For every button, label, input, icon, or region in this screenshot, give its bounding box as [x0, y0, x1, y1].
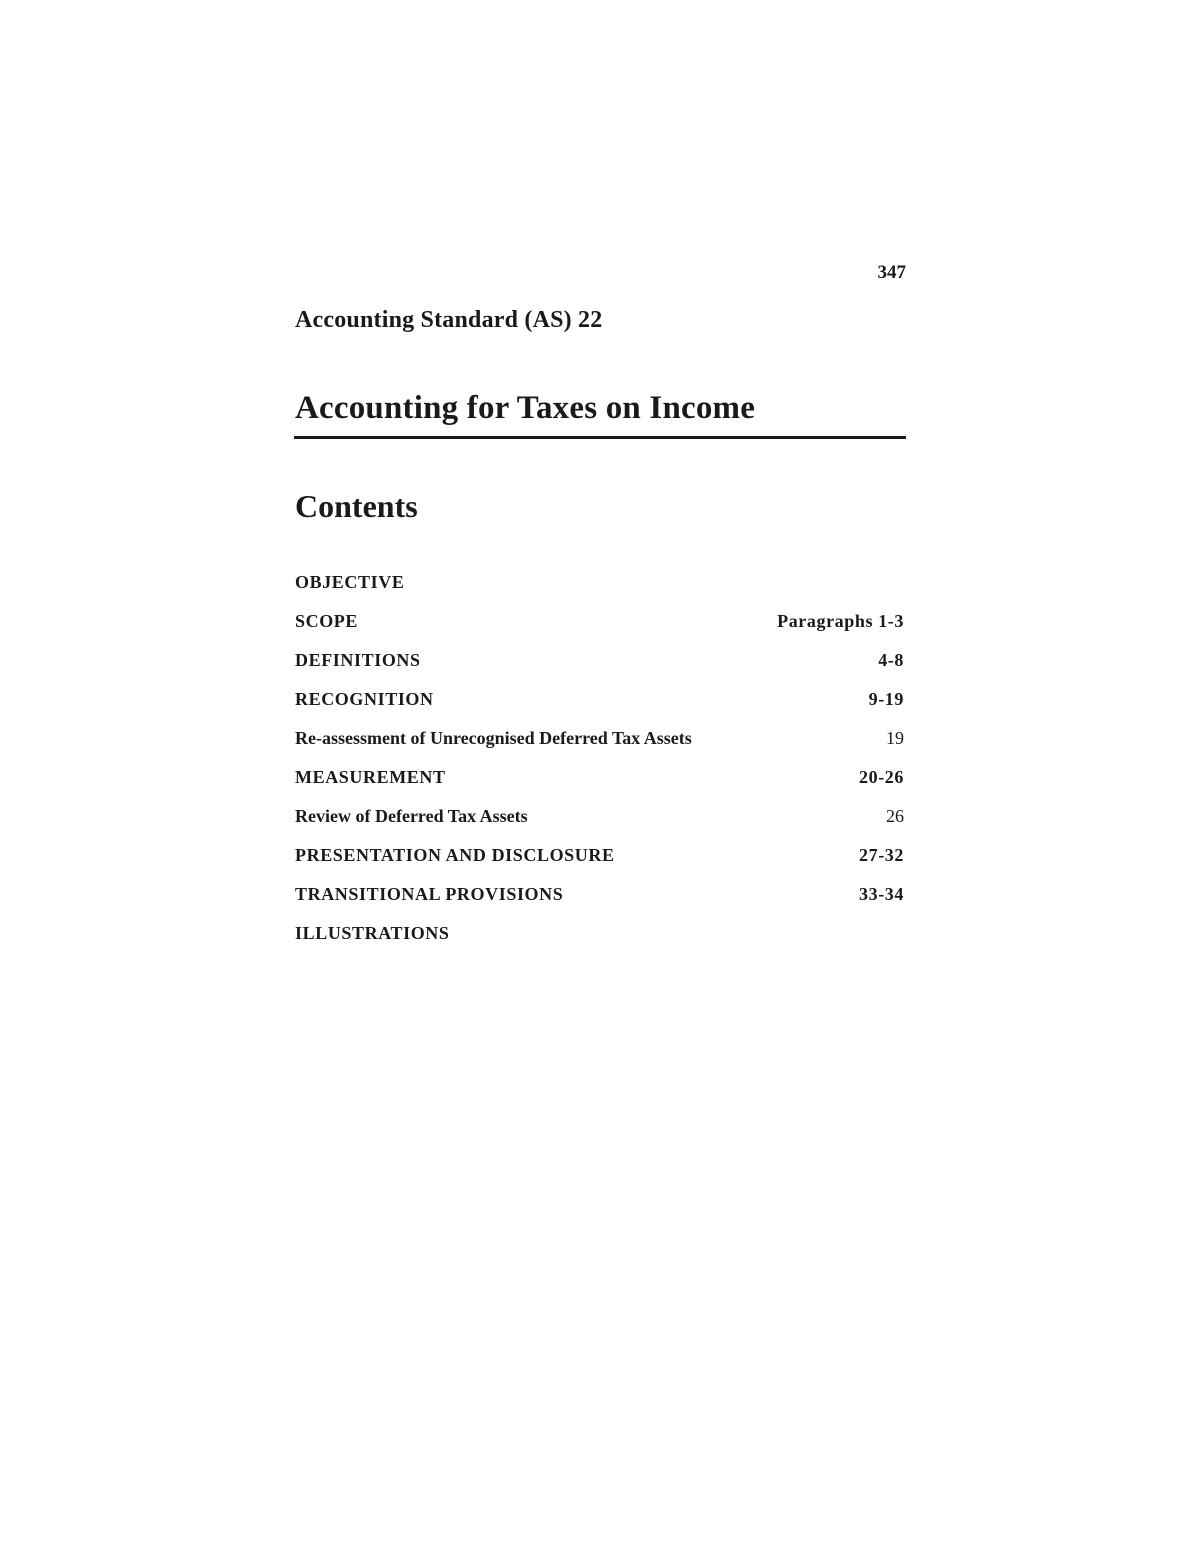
toc-entry-label: ILLUSTRATIONS	[295, 923, 450, 943]
toc-entry-label: TRANSITIONAL PROVISIONS	[295, 884, 564, 904]
toc-row-recognition[interactable]	[295, 689, 904, 728]
standard-label: Accounting Standard (AS) 22	[295, 307, 603, 333]
contents-heading: Contents	[295, 488, 418, 524]
toc-row-illustrations[interactable]	[295, 923, 904, 962]
toc-row-transitional[interactable]	[295, 884, 904, 923]
toc-row-objective[interactable]	[295, 572, 904, 611]
toc-entry-paragraphs: 27-32	[859, 845, 904, 865]
title-underline-rule	[294, 436, 906, 439]
toc-entry-paragraphs: 20-26	[859, 767, 904, 787]
toc-entry-paragraphs: 26	[886, 806, 904, 826]
toc-entry-label: DEFINITIONS	[295, 650, 421, 670]
toc-entry-label: RECOGNITION	[295, 689, 434, 709]
toc-entry-label: MEASUREMENT	[295, 767, 446, 787]
toc-entry-paragraphs: 33-34	[859, 884, 904, 904]
toc-row-presentation[interactable]	[295, 845, 904, 884]
toc-entry-paragraphs: 19	[886, 728, 904, 748]
toc-entry-label: PRESENTATION AND DISCLOSURE	[295, 845, 615, 865]
toc-row-review[interactable]	[295, 806, 904, 845]
toc-entry-label: Re-assessment of Unrecognised Deferred Tax Assets	[295, 728, 692, 748]
toc-entry-label: Review of Deferred Tax Assets	[295, 806, 528, 826]
toc-entry-paragraphs: 9-19	[868, 689, 904, 709]
toc-entry-label: OBJECTIVE	[295, 572, 405, 592]
toc-entry-paragraphs: 4-8	[878, 650, 904, 670]
toc-entry-label: SCOPE	[295, 611, 359, 631]
toc-row-reassessment[interactable]	[295, 728, 904, 767]
table-of-contents	[295, 572, 904, 962]
toc-row-measurement[interactable]	[295, 767, 904, 806]
page-number: 347	[877, 262, 906, 283]
document-title: Accounting for Taxes on Income	[295, 390, 756, 426]
toc-row-definitions[interactable]	[295, 650, 904, 689]
toc-row-scope[interactable]	[295, 611, 904, 650]
toc-entry-paragraphs: Paragraphs 1-3	[777, 611, 904, 631]
